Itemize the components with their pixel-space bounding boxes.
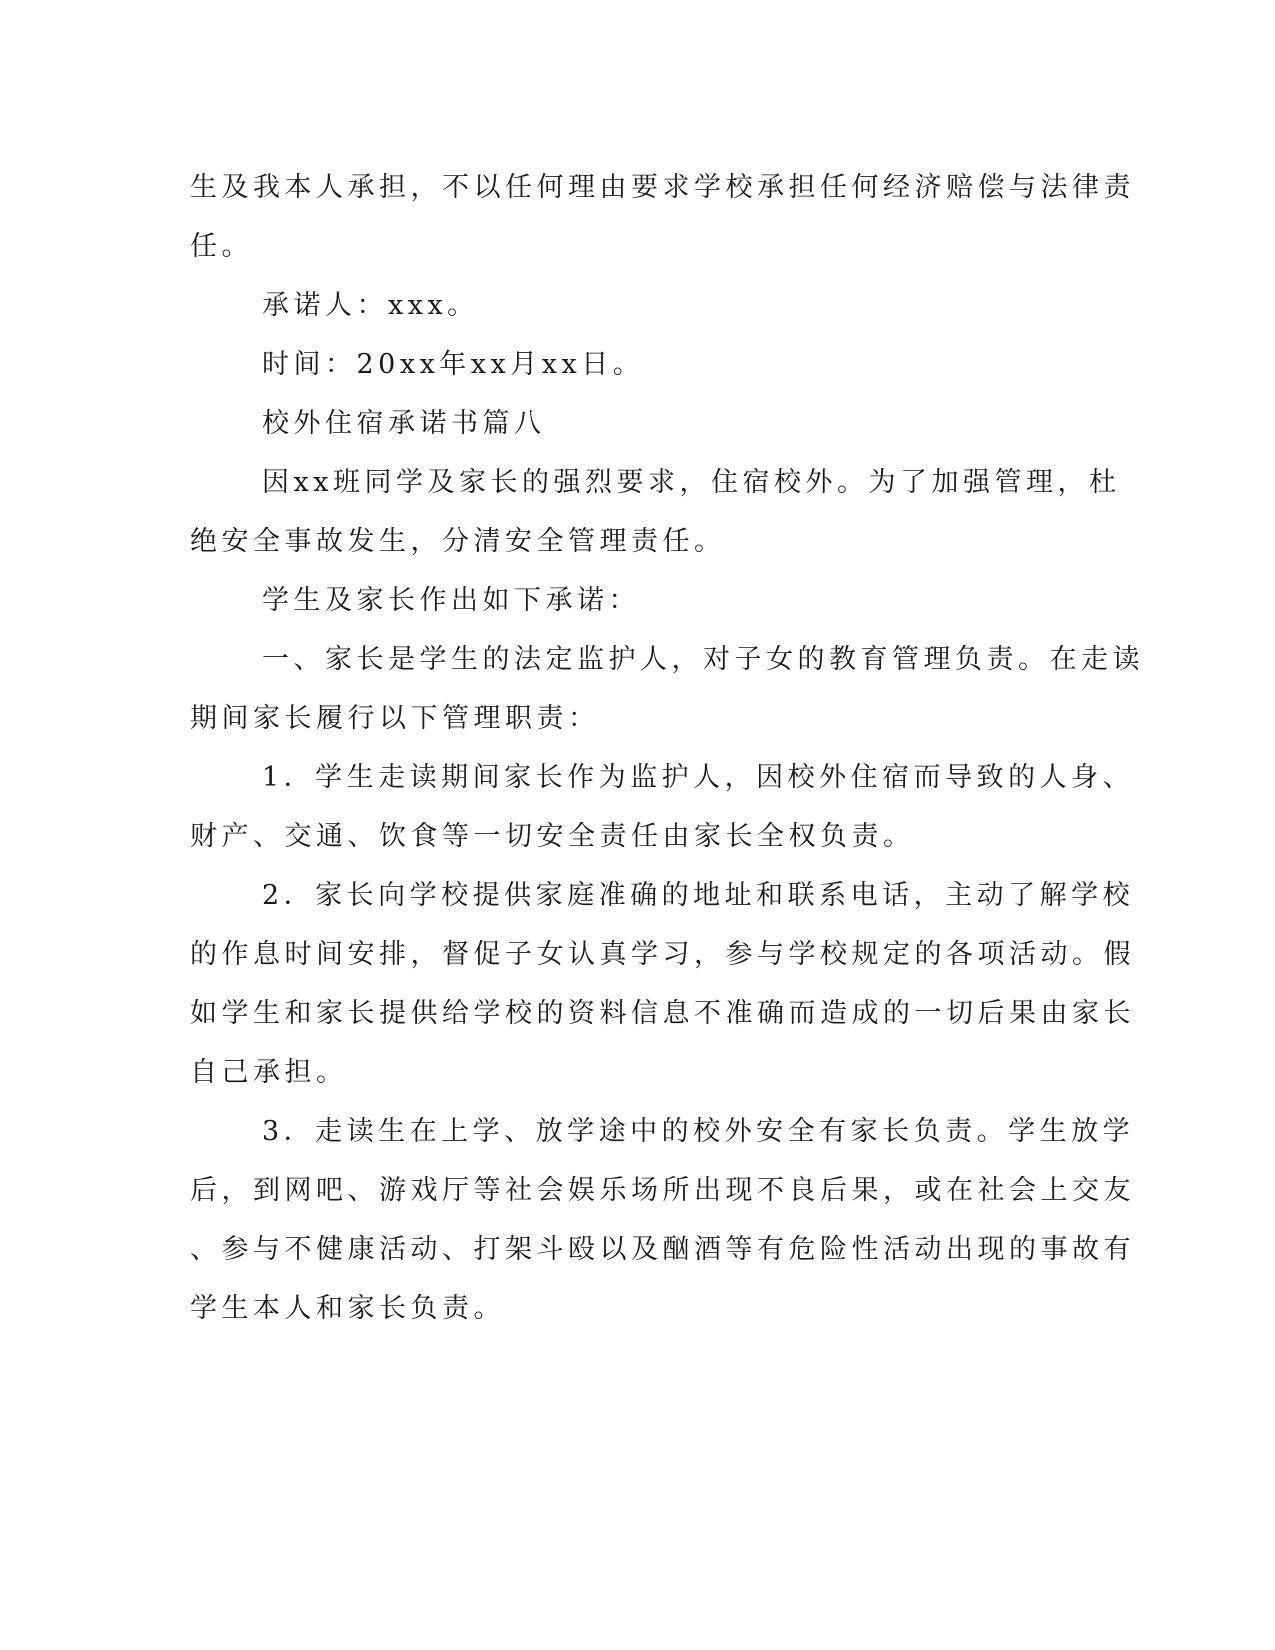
text-line-1: 生及我本人承担，不以任何理由要求学校承担任何经济赔偿与法律责 <box>190 172 1135 203</box>
date-line: 时间：20xx年xx月xx日。 <box>262 349 645 380</box>
item-1-line-1: 1．学生走读期间家长作为监护人，因校外住宿而导致的人身、 <box>262 762 1135 793</box>
item-3-line-1: 3．走读生在上学、放学途中的校外安全有家长负责。学生放学 <box>262 1116 1135 1147</box>
item-2-line-4: 自己承担。 <box>190 1057 348 1088</box>
promiser-line: 承诺人：xxx。 <box>262 290 479 321</box>
item-2-line-1: 2．家长向学校提供家庭准确的地址和联系电话，主动了解学校 <box>262 880 1135 911</box>
text-line-9: 一、家长是学生的法定监护人，对子女的教育管理负责。在走读 <box>262 644 1144 675</box>
text-line-8: 学生及家长作出如下承诺： <box>262 585 640 616</box>
text-line-2: 任。 <box>190 231 253 262</box>
item-3-line-4: 学生本人和家长负责。 <box>190 1293 505 1324</box>
item-3-line-3: 、参与不健康活动、打架斗殴以及酗酒等有危险性活动出现的事故有 <box>190 1234 1135 1265</box>
item-3-line-2: 后，到网吧、游戏厅等社会娱乐场所出现不良后果，或在社会上交友 <box>190 1175 1135 1206</box>
text-line-6: 因xx班同学及家长的强烈要求，住宿校外。为了加强管理，杜 <box>262 467 1121 498</box>
text-line-10: 期间家长履行以下管理职责： <box>190 703 600 734</box>
item-1-line-2: 财产、交通、饮食等一切安全责任由家长全权负责。 <box>190 821 915 852</box>
item-2-line-3: 如学生和家长提供给学校的资料信息不准确而造成的一切后果由家长 <box>190 998 1135 1029</box>
item-2-line-2: 的作息时间安排，督促子女认真学习，参与学校规定的各项活动。假 <box>190 939 1135 970</box>
text-line-7: 绝安全事故发生，分清安全管理责任。 <box>190 526 726 557</box>
section-title: 校外住宿承诺书篇八 <box>262 408 546 439</box>
